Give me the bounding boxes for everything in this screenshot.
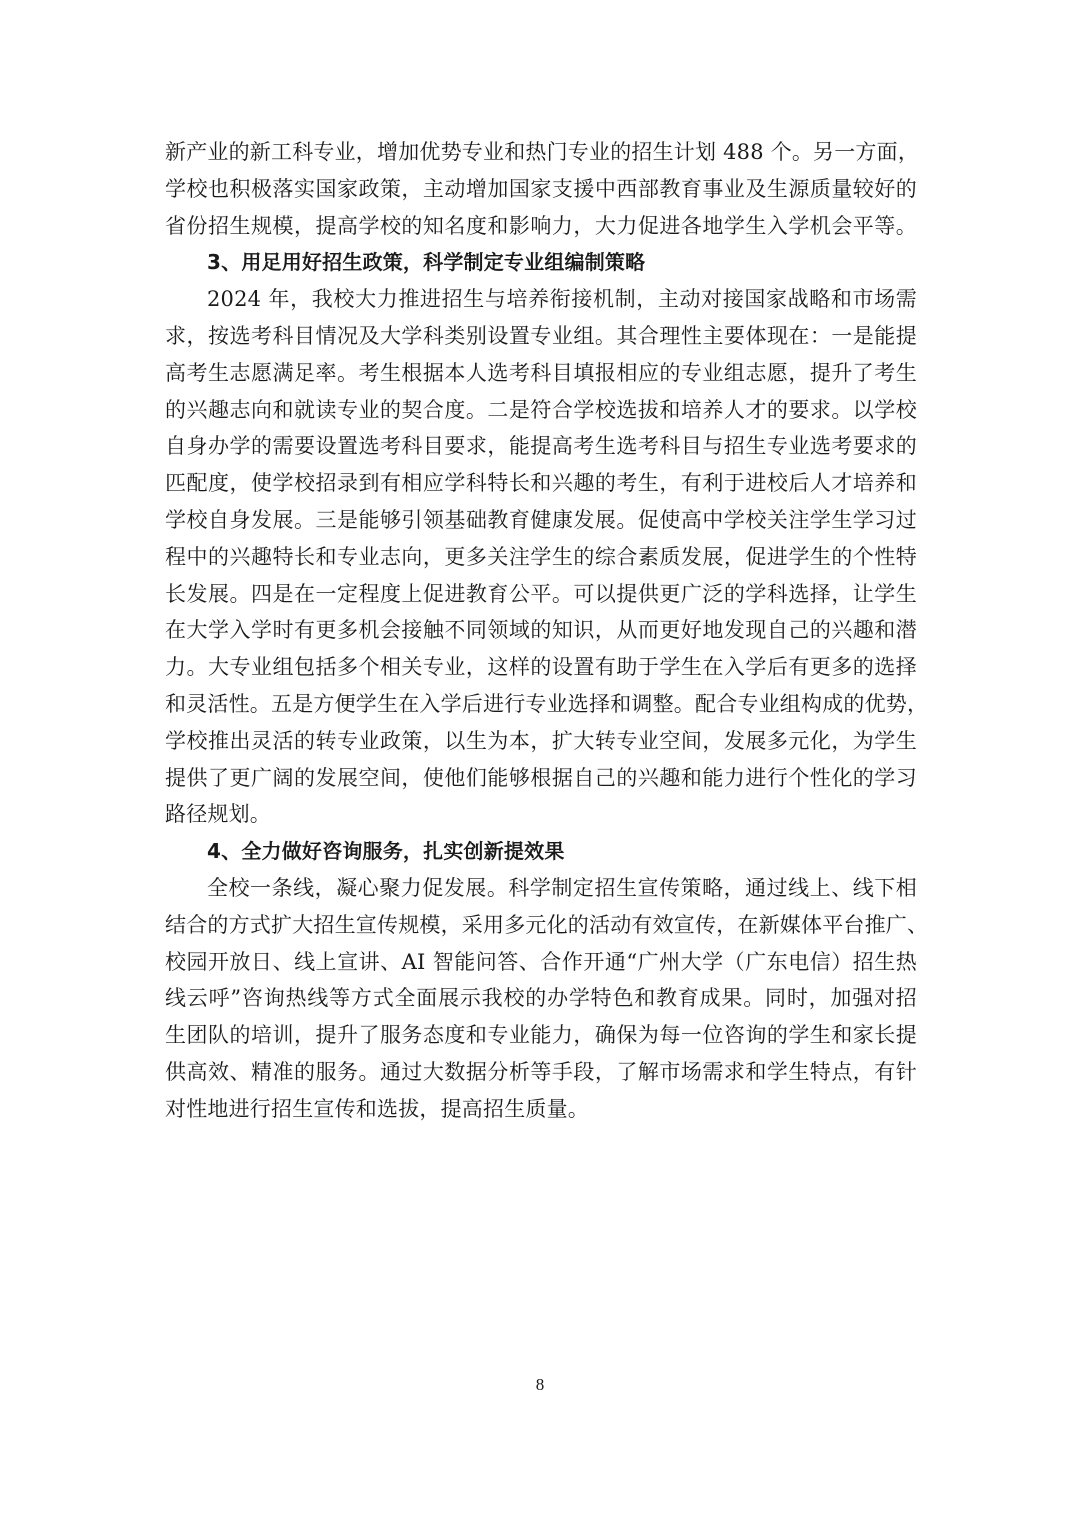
text-line: 对性地进行招生宣传和选拔，提高招生质量。: [165, 1096, 589, 1121]
text-line: 供高效、精准的服务。通过大数据分析等手段，了解市场需求和学生特点，有针: [165, 1059, 917, 1084]
text-line: 学校自身发展。三是能够引领基础教育健康发展。促使高中学校关注学生学习过: [165, 507, 917, 532]
section-heading-3: 3、用足用好招生政策，科学制定专业组编制策略: [207, 250, 646, 275]
text-line: 自身办学的需要设置选考科目要求，能提高考生选考科目与招生专业选考要求的: [165, 434, 917, 459]
text-line: 省份招生规模，提高学校的知名度和影响力，大力促进各地学生入学机会平等。: [165, 213, 917, 238]
text-line: 长发展。四是在一定程度上促进教育公平。可以提供更广泛的学科选择，让学生: [165, 581, 917, 606]
text-line: 匹配度，使学校招录到有相应学科特长和兴趣的考生，有利于进校后人才培养和: [165, 471, 917, 496]
text-line: 生团队的培训，提升了服务态度和专业能力，确保为每一位咨询的学生和家长提: [165, 1023, 917, 1048]
text-line: 学校推出灵活的转专业政策，以生为本，扩大转专业空间，发展多元化，为学生: [165, 728, 917, 753]
text-line: 学校也积极落实国家政策，主动增加国家支援中西部教育事业及生源质量较好的: [165, 176, 917, 201]
text-line: 程中的兴趣特长和专业志向，更多关注学生的综合素质发展，促进学生的个性特: [165, 544, 917, 569]
text-line: 校园开放日、线上宣讲、AI 智能问答、合作开通“广州大学（广东电信）招生热: [165, 949, 917, 974]
section-heading-4: 4、全力做好咨询服务，扎实创新提效果: [207, 839, 565, 864]
text-line: 力。大专业组包括多个相关专业，这样的设置有助于学生在入学后有更多的选择: [165, 655, 917, 680]
text-line: 结合的方式扩大招生宣传规模，采用多元化的活动有效宣传，在新媒体平台推广、: [165, 912, 929, 937]
text-line: 求，按选考科目情况及大学科类别设置专业组。其合理性主要体现在：一是能提: [165, 323, 917, 348]
text-line: 高考生志愿满足率。考生根据本人选考科目填报相应的专业组志愿，提升了考生: [165, 360, 917, 385]
paragraph-continuation: [165, 134, 920, 244]
text-line: 提供了更广阔的发展空间，使他们能够根据自己的兴趣和能力进行个性化的学习: [165, 765, 917, 790]
text-line: 全校一条线，凝心聚力促发展。科学制定招生宣传策略，通过线上、线下相: [207, 875, 917, 900]
paragraph-enrollment-policy: [165, 281, 929, 833]
text-line: 路径规划。: [165, 802, 271, 827]
text-line: 新产业的新工科专业，增加优势专业和热门专业的招生计划 488 个。另一方面，: [165, 140, 920, 164]
page-number: 8: [535, 1375, 545, 1394]
text-line: 线云呼”咨询热线等方式全面展示我校的办学特色和教育成果。同时，加强对招: [165, 986, 917, 1011]
text-line: 2024 年，我校大力推进招生与培养衔接机制，主动对接国家战略和市场需: [207, 287, 917, 312]
paragraph-consulting-service: [165, 870, 929, 1128]
document-body: [165, 134, 929, 1128]
text-line: 在大学入学时有更多机会接触不同领域的知识，从而更好地发现自己的兴趣和潜: [165, 618, 917, 643]
text-line: 的兴趣志向和就读专业的契合度。二是符合学校选拔和培养人才的要求。以学校: [165, 397, 917, 422]
text-line: 和灵活性。五是方便学生在入学后进行专业选择和调整。配合专业组构成的优势，: [165, 691, 929, 716]
